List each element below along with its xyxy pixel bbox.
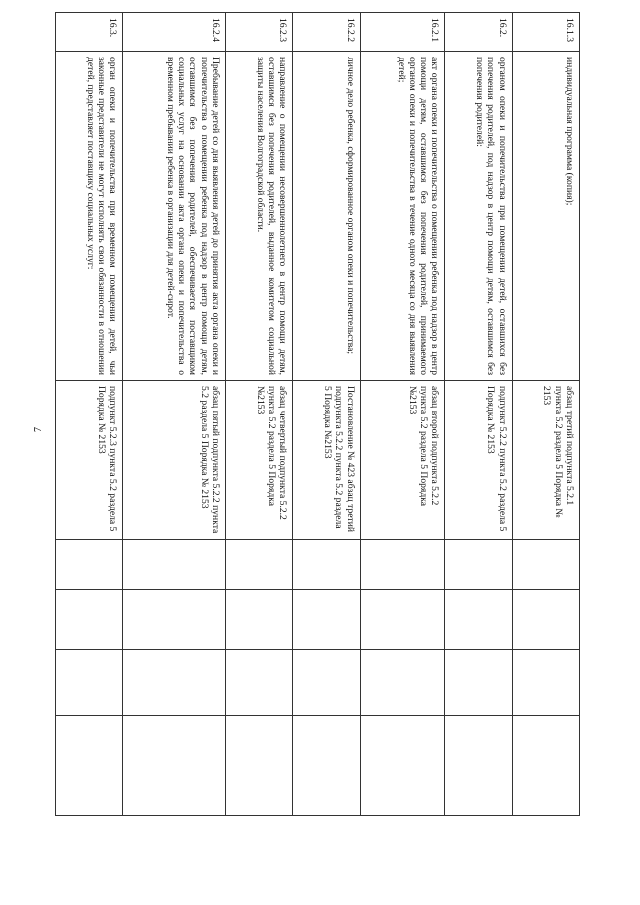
table-row: [56, 13, 123, 816]
empty-cell: [56, 540, 123, 590]
empty-cell: [512, 650, 579, 716]
requirements-table: [55, 12, 580, 816]
reference-cell: подпункт 5.2.3 пункта 5.2 раздела 5 Порядка № 2153: [56, 381, 123, 540]
empty-cell: [123, 650, 226, 716]
empty-cell: [445, 650, 512, 716]
empty-cell: [226, 540, 293, 590]
reference-cell: абзац пятый подпункта 5.2.2 пункта 5.2 раздела 5 Порядка № 2153: [123, 381, 226, 540]
description-cell: акт органа опеки и попечительства о помещении ребенка под надзор в центр помощи детям, оставшимся без попечения родителей, принимаемого органом опеки и попечительства в течение одного месяца со дня выявления детей;: [360, 52, 445, 381]
description-cell: Пребывание детей со дня выявления детей до принятия акта органа опеки и попечительства о помещении ребенка под надзор в центр помощи детям, оставшимся без попечения родителей, обеспечивается поставщиком социальных услуг на основании акта органа опеки и попечительства о временном пребывании ребенка в организации для детей-сирот.: [123, 52, 226, 381]
empty-cell: [360, 540, 445, 590]
empty-cell: [226, 716, 293, 816]
empty-cell: [445, 716, 512, 816]
empty-cell: [512, 540, 579, 590]
row-number-cell: 16.1.3: [512, 13, 579, 52]
table-row: [512, 13, 579, 816]
empty-cell: [445, 590, 512, 650]
reference-cell: абзац третий подпункта 5.2.1 пункта 5.2 раздела 5 Порядка № 2153: [512, 381, 579, 540]
empty-cell: [56, 590, 123, 650]
empty-cell: [360, 716, 445, 816]
empty-cell: [123, 716, 226, 816]
row-number-cell: 16.2.: [445, 13, 512, 52]
empty-cell: [123, 540, 226, 590]
table-row: [360, 13, 445, 816]
empty-cell: [445, 540, 512, 590]
rotated-table-container: [55, 12, 580, 792]
empty-cell: [512, 716, 579, 816]
table-row: [226, 13, 293, 816]
empty-cell: [360, 590, 445, 650]
empty-cell: [56, 650, 123, 716]
description-cell: орган опеки и попечительства при временном помещении детей, чьи законные представители не могут исполнять свои обязанности в отношении детей, представляет поставщику социальных услуг:: [56, 52, 123, 381]
reference-cell: подпункт 5.2.2 пункта 5.2 раздела 5 Порядка № 2153: [445, 381, 512, 540]
page-number: 7: [33, 427, 44, 432]
row-number-cell: 16.2.4: [123, 13, 226, 52]
empty-cell: [293, 716, 360, 816]
row-number-cell: 16.2.1: [360, 13, 445, 52]
empty-cell: [56, 716, 123, 816]
reference-cell: абзац четвертый подпункта 5.2.2 пункта 5.2 раздела 5 Порядка №2153: [226, 381, 293, 540]
table-row: [123, 13, 226, 816]
row-number-cell: 16.2.2: [293, 13, 360, 52]
empty-cell: [226, 590, 293, 650]
reference-cell: абзац второй подпункта 5.2.2 пункта 5.2 раздела 5 Порядка №2153: [360, 381, 445, 540]
description-cell: личное дело ребенка, сформированное органом опеки и попечительства;: [293, 52, 360, 381]
table-row: [293, 13, 360, 816]
empty-cell: [512, 590, 579, 650]
empty-cell: [123, 590, 226, 650]
description-cell: направление о помещении несовершеннолетнего в центр помощи детям, оставшимся без попечения родителей, выданное комитетом социальной защиты населения Волгоградской области.: [226, 52, 293, 381]
row-number-cell: 16.2.3: [226, 13, 293, 52]
row-number-cell: 16.3.: [56, 13, 123, 52]
table-row: [445, 13, 512, 816]
empty-cell: [226, 650, 293, 716]
empty-cell: [293, 540, 360, 590]
empty-cell: [293, 650, 360, 716]
description-cell: органом опеки и попечительства при помещении детей, оставшихся без попечения родителей, под надзор в центр помощи детям, оставшимся без попечения родителей:: [445, 52, 512, 381]
description-cell: индивидуальная программа (копия);: [512, 52, 579, 381]
empty-cell: [360, 650, 445, 716]
reference-cell: Постановление № 423 абзац третий подпункта 5.2.2 пункта 5.2 раздела 5 Порядка №2153: [293, 381, 360, 540]
empty-cell: [293, 590, 360, 650]
